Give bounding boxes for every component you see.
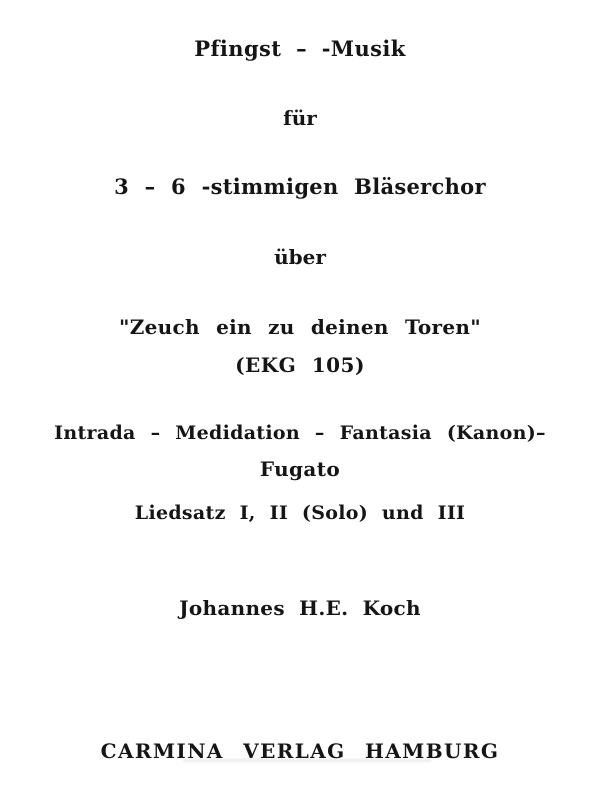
publisher-imprint: CARMINA VERLAG HAMBURG <box>100 739 500 763</box>
hymn-title: "Zeuch ein zu deinen Toren" <box>119 315 481 339</box>
composer-name: Johannes H.E. Koch <box>179 596 421 620</box>
song-settings: Liedsatz I, II (Solo) und III <box>134 502 466 524</box>
preposition-for: für <box>283 106 317 130</box>
work-title: Pfingst – -Musik <box>194 36 406 61</box>
scan-smudge-artifact <box>183 759 431 762</box>
movements-list-line2: Fugato <box>259 457 341 481</box>
ensemble-description: 3 – 6 -stimmigen Bläserchor <box>114 174 486 199</box>
movements-list-line1: Intrada – Medidation – Fantasia (Kanon)– <box>54 422 546 444</box>
hymn-reference: (EKG 105) <box>235 353 365 377</box>
preposition-over: über <box>274 245 326 269</box>
